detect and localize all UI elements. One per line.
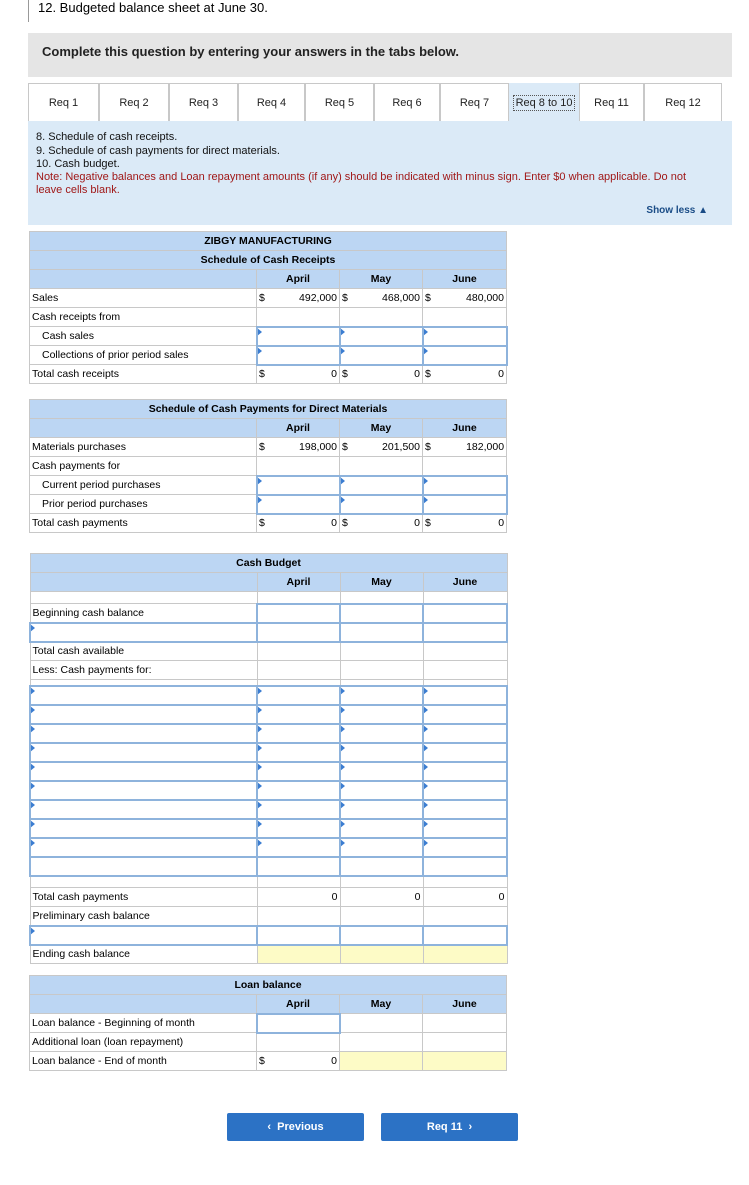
financing-june-input[interactable] bbox=[423, 926, 507, 945]
beginning-cash-june-input[interactable] bbox=[423, 604, 507, 623]
tab-req-2[interactable]: Req 2 bbox=[99, 83, 169, 121]
loan-beginning-april-input[interactable] bbox=[257, 1014, 340, 1033]
purchases-june: 182,000 bbox=[466, 441, 505, 453]
payment-line-2-may-input[interactable] bbox=[340, 705, 423, 724]
payment-line-6-april-input[interactable] bbox=[257, 781, 340, 800]
budget-total-may: 0 bbox=[340, 888, 423, 907]
payment-line-5-june-input[interactable] bbox=[423, 762, 507, 781]
loan-additional-row: Additional loan (loan repayment) bbox=[30, 1033, 507, 1052]
chevron-left-icon: ‹ bbox=[267, 1121, 278, 1133]
cash-receipts-table bbox=[29, 231, 508, 384]
total-payments-april: 0 bbox=[331, 517, 337, 530]
payment-line-9-may-input[interactable] bbox=[340, 838, 423, 857]
tab-req-8-to-10[interactable]: Req 8 to 10 bbox=[509, 83, 579, 121]
company-name: ZIBGY MANUFACTURING bbox=[30, 232, 507, 251]
budget-receipts-june-input[interactable] bbox=[423, 623, 507, 642]
tab-req-11[interactable]: Req 11 bbox=[579, 83, 644, 121]
payment-line-2-label-input[interactable] bbox=[30, 705, 257, 724]
payment-line-6 bbox=[30, 781, 507, 800]
payments-title: Schedule of Cash Payments for Direct Materials bbox=[30, 400, 507, 419]
prior-june-input[interactable] bbox=[423, 495, 507, 514]
sales-may: 468,000 bbox=[382, 292, 420, 304]
payment-line-1-may-input[interactable] bbox=[340, 686, 423, 705]
payment-line-9 bbox=[30, 838, 507, 857]
payment-line-6-may-input[interactable] bbox=[340, 781, 423, 800]
payment-line-3-june-input[interactable] bbox=[423, 724, 507, 743]
materials-purchases-row: Materials purchases $ 198,000 $ 201,500 $ 182,000 bbox=[30, 438, 507, 457]
instructions-banner bbox=[28, 33, 732, 77]
tab-req-6[interactable]: Req 6 bbox=[374, 83, 440, 121]
collections-june-input[interactable] bbox=[423, 346, 507, 365]
payment-line-3-label-input[interactable] bbox=[30, 724, 257, 743]
budget-receipts-row bbox=[30, 623, 507, 642]
total-receipts-may: 0 bbox=[414, 368, 420, 381]
current-may-input[interactable] bbox=[340, 476, 423, 495]
loan-balance-table: Loan balance April May June Loan balance - Beginning of month Additional loan (loan repayment) Loan balance - End of month $ 0 bbox=[29, 975, 507, 1071]
total-receipts-june: 0 bbox=[498, 368, 504, 381]
receipts-from-label: Cash receipts from bbox=[30, 308, 257, 327]
payment-line-7-may-input[interactable] bbox=[340, 800, 423, 819]
tab-req-3[interactable]: Req 3 bbox=[169, 83, 238, 121]
cash-budget-title: Cash Budget bbox=[30, 554, 507, 573]
budget-receipts-may-input[interactable] bbox=[340, 623, 423, 642]
payment-line-6-label-input[interactable] bbox=[30, 781, 257, 800]
instructions-panel bbox=[28, 121, 732, 225]
tab-req-5[interactable]: Req 5 bbox=[305, 83, 374, 121]
payment-line-10-label-input[interactable] bbox=[30, 857, 257, 876]
budget-total-june: 0 bbox=[423, 888, 507, 907]
total-payments-may: 0 bbox=[414, 517, 420, 530]
beginning-cash-may-input[interactable] bbox=[340, 604, 423, 623]
payments-for-label: Cash payments for bbox=[30, 457, 257, 476]
col-may: May bbox=[340, 270, 423, 289]
payment-line-8-may-input[interactable] bbox=[340, 819, 423, 838]
col-april: April bbox=[257, 270, 340, 289]
financing-may-input[interactable] bbox=[340, 926, 423, 945]
question-title: 12. Budgeted balance sheet at June 30. bbox=[38, 0, 268, 15]
payment-line-2-june-input[interactable] bbox=[423, 705, 507, 724]
sales-june: 480,000 bbox=[466, 292, 504, 304]
ending-balance-row: Ending cash balance bbox=[30, 945, 507, 964]
next-req-11-button[interactable]: Req 11 › bbox=[381, 1113, 518, 1141]
payment-line-7-april-input[interactable] bbox=[257, 800, 340, 819]
tab-req-4[interactable]: Req 4 bbox=[238, 83, 305, 121]
prior-purchases-row: Prior period purchases bbox=[30, 495, 507, 514]
payment-line-10-may-input[interactable] bbox=[340, 857, 423, 876]
total-receipts-april: 0 bbox=[331, 368, 337, 381]
tab-req-1[interactable]: Req 1 bbox=[28, 83, 99, 121]
payment-line-8-april-input[interactable] bbox=[257, 819, 340, 838]
total-available-row: Total cash available bbox=[30, 642, 507, 661]
cash-payments-table: Schedule of Cash Payments for Direct Materials April May June Materials purchases $ 198,000 $ 201,500 $ 182,000 Cash payments for Current period purchases Prior period purchases Total cash payments $ 0 $ 0 $ 0 bbox=[29, 399, 508, 533]
cash-sales-may-input[interactable] bbox=[340, 327, 423, 346]
payment-line-5 bbox=[30, 762, 507, 781]
tab-req-12[interactable]: Req 12 bbox=[644, 83, 722, 121]
payment-line-5-may-input[interactable] bbox=[340, 762, 423, 781]
payment-line-4-april-input[interactable] bbox=[257, 743, 340, 762]
previous-button[interactable]: ‹ Previous bbox=[227, 1113, 364, 1141]
payment-line-7 bbox=[30, 800, 507, 819]
payment-line-1-label-input[interactable] bbox=[30, 686, 257, 705]
sales-row: Sales $ 492,000 $ 468,000 $ 480,000 bbox=[30, 289, 507, 308]
payment-line-9-june-input[interactable] bbox=[423, 838, 507, 857]
purchases-may: 201,500 bbox=[382, 441, 420, 453]
beginning-cash-row: Beginning cash balance bbox=[30, 604, 507, 623]
collections-april-input[interactable] bbox=[257, 346, 340, 365]
payment-line-8-label-input[interactable] bbox=[30, 819, 257, 838]
loan-title: Loan balance bbox=[30, 976, 507, 995]
chevron-right-icon: › bbox=[462, 1121, 473, 1133]
instruction-line-8: 8. Schedule of cash receipts. bbox=[36, 131, 178, 143]
ending-balance-june bbox=[423, 945, 507, 964]
show-less-link[interactable]: Show less ▲ bbox=[646, 205, 708, 216]
budget-receipts-label-input[interactable] bbox=[30, 623, 257, 642]
cash-sales-row: Cash sales bbox=[30, 327, 507, 346]
payment-line-4-may-input[interactable] bbox=[340, 743, 423, 762]
cash-sales-june-input[interactable] bbox=[423, 327, 507, 346]
req-tabs bbox=[28, 83, 732, 121]
current-april-input[interactable] bbox=[257, 476, 340, 495]
total-cash-payments-row: Total cash payments 0 0 0 bbox=[30, 888, 507, 907]
payment-line-10 bbox=[30, 857, 507, 876]
payment-line-8-june-input[interactable] bbox=[423, 819, 507, 838]
collections-row: Collections of prior period sales bbox=[30, 346, 507, 365]
beginning-cash-april-input[interactable] bbox=[257, 604, 340, 623]
current-june-input[interactable] bbox=[423, 476, 507, 495]
budget-receipts-april-input[interactable] bbox=[257, 623, 340, 642]
cash-budget-table: Cash Budget April May June Beginning cash balance Total cash available Less: Cash payments for: Total cash payments 0 0 0 Preliminary cash balance Ending cash balance bbox=[29, 553, 508, 964]
financing-label-input[interactable] bbox=[30, 926, 257, 945]
payment-line-10-june-input[interactable] bbox=[423, 857, 507, 876]
payment-line-1-april-input[interactable] bbox=[257, 686, 340, 705]
payment-line-2 bbox=[30, 705, 507, 724]
payment-line-9-label-input[interactable] bbox=[30, 838, 257, 857]
payment-line-10-april-input[interactable] bbox=[257, 857, 340, 876]
cash-sales-april-input[interactable] bbox=[257, 327, 340, 346]
payment-line-4 bbox=[30, 743, 507, 762]
payment-line-5-label-input[interactable] bbox=[30, 762, 257, 781]
less-payments-label: Less: Cash payments for: bbox=[30, 661, 257, 680]
financing-row bbox=[30, 926, 507, 945]
frame-border bbox=[28, 0, 29, 22]
sales-april: 492,000 bbox=[299, 292, 337, 304]
payment-line-6-june-input[interactable] bbox=[423, 781, 507, 800]
ending-balance-may bbox=[340, 945, 423, 964]
loan-end-row: Loan balance - End of month $ 0 bbox=[30, 1052, 507, 1071]
total-payments-row: Total cash payments $ 0 $ 0 $ 0 bbox=[30, 514, 507, 533]
loan-end-may bbox=[340, 1052, 423, 1071]
payment-line-4-label-input[interactable] bbox=[30, 743, 257, 762]
payment-line-7-june-input[interactable] bbox=[423, 800, 507, 819]
prior-may-input[interactable] bbox=[340, 495, 423, 514]
prior-april-input[interactable] bbox=[257, 495, 340, 514]
loan-end-april: 0 bbox=[331, 1055, 337, 1067]
preliminary-balance-row: Preliminary cash balance bbox=[30, 907, 507, 926]
payment-line-5-april-input[interactable] bbox=[257, 762, 340, 781]
payment-line-3-may-input[interactable] bbox=[340, 724, 423, 743]
payment-line-7-label-input[interactable] bbox=[30, 800, 257, 819]
instruction-line-10: 10. Cash budget. bbox=[36, 158, 120, 170]
payment-line-8 bbox=[30, 819, 507, 838]
total-receipts-row: Total cash receipts $ 0 $ 0 $ 0 bbox=[30, 365, 507, 384]
instruction-line-9: 9. Schedule of cash payments for direct materials. bbox=[36, 145, 280, 157]
instruction-note: Note: Negative balances and Loan repayment amounts (if any) should be indicated with minus sign. Enter $0 when applicable. Do not leave cells blank. bbox=[36, 171, 686, 196]
payment-line-4-june-input[interactable] bbox=[423, 743, 507, 762]
budget-total-april: 0 bbox=[257, 888, 340, 907]
payment-line-1-june-input[interactable] bbox=[423, 686, 507, 705]
collections-may-input[interactable] bbox=[340, 346, 423, 365]
payment-line-9-april-input[interactable] bbox=[257, 838, 340, 857]
payment-line-3-april-input[interactable] bbox=[257, 724, 340, 743]
payment-line-3 bbox=[30, 724, 507, 743]
payment-line-1 bbox=[30, 686, 507, 705]
loan-beginning-row: Loan balance - Beginning of month bbox=[30, 1014, 507, 1033]
receipts-title: Schedule of Cash Receipts bbox=[30, 251, 507, 270]
current-purchases-row: Current period purchases bbox=[30, 476, 507, 495]
payment-line-2-april-input[interactable] bbox=[257, 705, 340, 724]
purchases-april: 198,000 bbox=[299, 441, 337, 453]
col-june: June bbox=[423, 270, 507, 289]
banner-text: Complete this question by entering your answers in the tabs below. bbox=[42, 44, 460, 59]
tab-req-7[interactable]: Req 7 bbox=[440, 83, 509, 121]
loan-end-june bbox=[423, 1052, 507, 1071]
total-payments-june: 0 bbox=[498, 517, 505, 530]
ending-balance-april bbox=[257, 945, 340, 964]
financing-april-input[interactable] bbox=[257, 926, 340, 945]
